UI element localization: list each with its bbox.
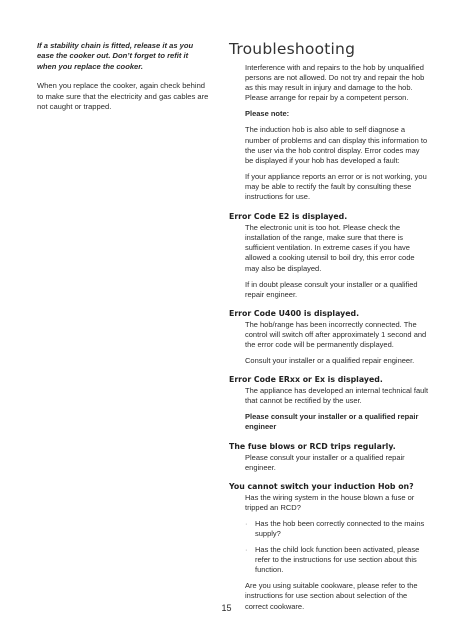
section-paragraph: Please consult your installer or a qualified repair engineer. bbox=[245, 452, 405, 472]
section-paragraph: Are you using suitable cookware, please refer to the instructions for use section about selection of the correct cookware. bbox=[245, 581, 418, 611]
section-heading: The fuse blows or RCD trips regularly. bbox=[229, 441, 396, 451]
consult-paragraph: If your appliance reports an error or is not working, you may be able to rectify the fault by consulting these instructions for use. bbox=[245, 171, 427, 202]
section-paragraph-bold: Please consult your installer or a qualified repair engineer bbox=[245, 412, 419, 432]
self-diagnose-paragraph: The induction hob is also able to self diagnose a number of problems and can display this information to the user via the hob control display. Error codes may be displayed if your hob has developed a fault: bbox=[245, 125, 428, 165]
right-column bbox=[229, 40, 429, 621]
section-paragraph: Has the wiring system in the house blown a fuse or tripped an RCD? bbox=[245, 492, 415, 512]
section-fuse-blows bbox=[229, 442, 429, 473]
section-heading: Error Code E2 is displayed. bbox=[229, 212, 348, 222]
intro-paragraph: Interference with and repairs to the hob by unqualified persons are not allowed. Do not try and repair the hob as this may result in injury and damage to the hob. Please arrange for repair by a competent person. bbox=[245, 63, 425, 103]
bullet-icon: · bbox=[245, 518, 248, 528]
section-heading: Error Code ERxx or Ex is displayed. bbox=[229, 375, 383, 385]
section-paragraph: The hob/range has been incorrectly connected. The control will switch off after approximately 1 second and the error code will be permanently displayed. bbox=[245, 319, 427, 349]
section-heading: You cannot switch your induction Hob on? bbox=[229, 481, 414, 491]
section-paragraph: Consult your installer or a qualified repair engineer. bbox=[245, 356, 415, 366]
bullet-item bbox=[245, 545, 429, 575]
section-paragraph: The appliance has developed an internal technical fault that cannot be rectified by the user. bbox=[245, 386, 429, 406]
intro-block bbox=[245, 63, 429, 202]
section-error-u400 bbox=[229, 309, 429, 366]
bullet-item bbox=[245, 519, 429, 539]
section-paragraph: If in doubt please consult your installer or a qualified repair engineer. bbox=[245, 279, 418, 299]
section-error-erxx bbox=[229, 375, 429, 432]
page-title: Troubleshooting bbox=[229, 40, 356, 58]
bullet-text: Has the hob been correctly connected to the mains supply? bbox=[255, 518, 425, 538]
section-paragraph: The electronic unit is too hot. Please check the installation of the range, make sure that there is sufficient ventilation. In extreme cases if you have allowed a cooking utensil to boil dry, this error code may also be displayed. bbox=[245, 223, 415, 273]
section-heading: Error Code U400 is displayed. bbox=[229, 308, 360, 318]
page-number: 15 bbox=[221, 603, 232, 613]
note-label: Please note: bbox=[245, 109, 290, 119]
cable-check-note: When you replace the cooker, again check behind to make sure that the electricity and gas cables are not caught or trapped. bbox=[37, 81, 209, 112]
bullet-text: Has the child lock function been activated, please refer to the instructions for use section about this function. bbox=[255, 545, 420, 575]
bullet-icon: · bbox=[245, 545, 248, 555]
section-error-e2 bbox=[229, 212, 429, 300]
section-cannot-switch-on bbox=[229, 482, 429, 612]
stability-chain-warning: If a stability chain is fitted, release it as you ease the cooker out. Don’t forget to refit it when you replace the cooker. bbox=[37, 41, 194, 71]
left-column bbox=[37, 41, 209, 121]
